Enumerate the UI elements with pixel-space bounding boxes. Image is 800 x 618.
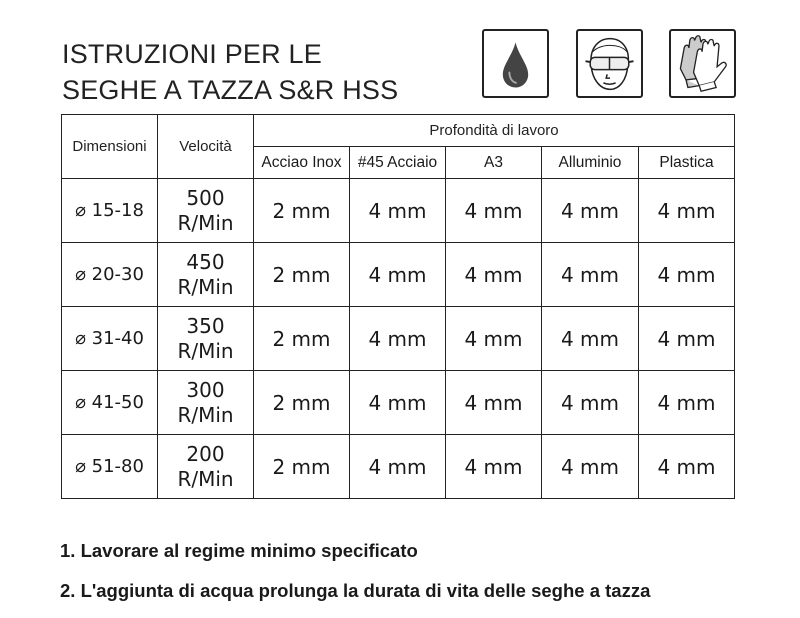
speed-cell: [158, 307, 254, 371]
header-material: Acciao Inox: [254, 147, 350, 179]
dimension-cell: ⌀ 41-50: [62, 371, 158, 435]
goggles-face-icon: [576, 29, 643, 98]
header-depth: Profondità di lavoro: [254, 115, 735, 147]
depth-cell: 4 mm: [446, 371, 542, 435]
speed-value: 300: [186, 377, 225, 402]
depth-cell: 4 mm: [350, 179, 446, 243]
header-dimensions: Dimensioni: [62, 115, 158, 179]
depth-cell: 4 mm: [542, 179, 639, 243]
note-item: 2. L'aggiunta di acqua prolunga la durata di vita delle seghe a tazza: [60, 580, 651, 601]
depth-cell: 4 mm: [542, 371, 639, 435]
dimension-cell: ⌀ 15-18: [62, 179, 158, 243]
depth-cell: 4 mm: [639, 371, 735, 435]
title-line-2: SEGHE A TAZZA S&R HSS: [62, 75, 399, 105]
header-material: Plastica: [639, 147, 735, 179]
notes-list: [60, 538, 650, 618]
depth-cell: 2 mm: [254, 179, 350, 243]
speed-value: 500: [186, 185, 225, 210]
speed-value: 200: [186, 441, 225, 466]
depth-cell: 4 mm: [446, 243, 542, 307]
depth-cell: 4 mm: [639, 435, 735, 499]
drop-icon: [482, 29, 549, 98]
speed-unit: R/Min: [177, 402, 234, 427]
speed-value: 350: [186, 313, 225, 338]
table-row: [62, 435, 735, 499]
speed-unit: R/Min: [177, 338, 234, 363]
speed-unit: R/Min: [177, 466, 234, 491]
speed-cell: [158, 371, 254, 435]
depth-cell: 4 mm: [446, 435, 542, 499]
table-row: [62, 371, 735, 435]
table-row: [62, 179, 735, 243]
speed-cell: [158, 179, 254, 243]
depth-cell: 2 mm: [254, 371, 350, 435]
dimension-cell: ⌀ 51-80: [62, 435, 158, 499]
depth-cell: 4 mm: [639, 243, 735, 307]
speed-cell: [158, 435, 254, 499]
table-row: [62, 243, 735, 307]
depth-cell: 4 mm: [639, 307, 735, 371]
header-material: A3: [446, 147, 542, 179]
depth-cell: 4 mm: [446, 179, 542, 243]
depth-cell: 4 mm: [350, 243, 446, 307]
spec-table: [61, 114, 735, 499]
depth-cell: 4 mm: [350, 307, 446, 371]
header-material: Alluminio: [542, 147, 639, 179]
depth-cell: 2 mm: [254, 435, 350, 499]
speed-unit: R/Min: [177, 210, 234, 235]
depth-cell: 4 mm: [542, 435, 639, 499]
depth-cell: 4 mm: [350, 435, 446, 499]
speed-unit: R/Min: [177, 274, 234, 299]
dimension-cell: ⌀ 20-30: [62, 243, 158, 307]
table-row: [62, 307, 735, 371]
gloves-icon: [669, 29, 736, 98]
speed-cell: [158, 243, 254, 307]
header-material: #45 Acciaio: [350, 147, 446, 179]
note-item: 1. Lavorare al regime minimo specificato: [60, 540, 418, 561]
page-title: [62, 36, 398, 108]
depth-cell: 4 mm: [542, 243, 639, 307]
dimension-cell: ⌀ 31-40: [62, 307, 158, 371]
title-line-1: ISTRUZIONI PER LE: [62, 39, 322, 69]
depth-cell: 2 mm: [254, 307, 350, 371]
depth-cell: 4 mm: [446, 307, 542, 371]
depth-cell: 4 mm: [639, 179, 735, 243]
depth-cell: 4 mm: [542, 307, 639, 371]
depth-cell: 2 mm: [254, 243, 350, 307]
speed-value: 450: [186, 249, 225, 274]
depth-cell: 4 mm: [350, 371, 446, 435]
header-speed: Velocità: [158, 115, 254, 179]
